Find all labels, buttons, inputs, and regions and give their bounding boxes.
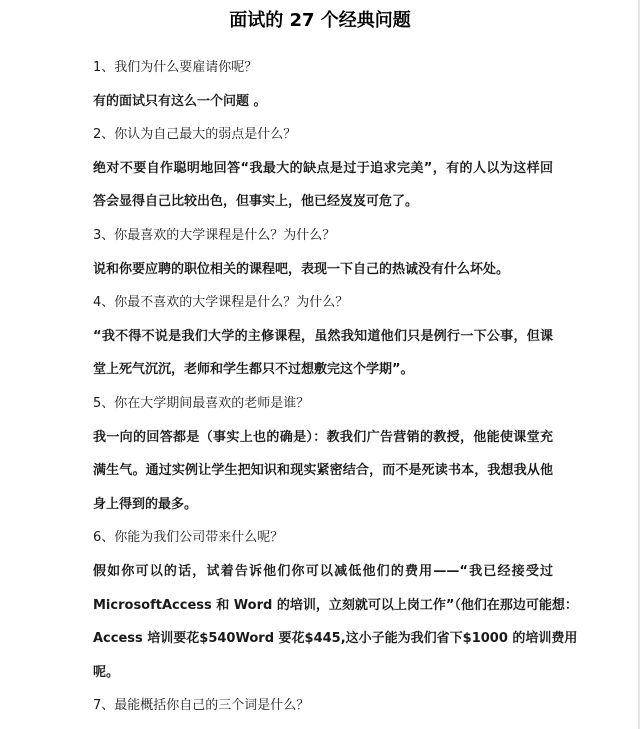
answer-6-line-3: Access 培训要花$540Word 要花$445,这小子能为我们省下$1000 的培训费用 <box>93 631 578 646</box>
question-3: 3、你最喜欢的大学课程是什么？为什么？ <box>93 228 336 243</box>
answer-6-line-4: 呢。 <box>93 665 120 680</box>
answer-3-line-1: 说和你要应聘的职位相关的课程吧，表现一下自己的热诚没有什么坏处。 <box>93 262 510 277</box>
question-6: 6、你能为我们公司带来什么呢？ <box>93 530 284 545</box>
answer-5-line-3: 身上得到的最多。 <box>93 497 198 512</box>
answer-5-line-2: 满生气。通过实例让学生把知识和现实紧密结合，而不是死读书本，我想我从他 <box>93 463 553 478</box>
question-1: 1、我们为什么要雇请你呢？ <box>93 60 258 75</box>
question-2: 2、你认为自己最大的弱点是什么？ <box>93 127 297 142</box>
question-4: 4、你最不喜欢的大学课程是什么？为什么？ <box>93 295 349 310</box>
answer-2-line-2: 答会显得自己比较出色，但事实上，他已经岌岌可危了。 <box>93 194 419 209</box>
answer-4-line-1: “我不得不说是我们大学的主修课程，虽然我知道他们只是例行一下公事，但课 <box>93 329 553 344</box>
answer-1-line-1: 有的面试只有这么一个问题 。 <box>93 94 267 109</box>
answer-6-line-1: 假如你可以的话，试着告诉他们你可以减低他们的费用——“我已经接受过 <box>93 564 553 579</box>
answer-2-line-1: 绝对不要自作聪明地回答“我最大的缺点是过于追求完美”，有的人以为这样回 <box>93 161 553 176</box>
question-5: 5、你在大学期间最喜欢的老师是谁？ <box>93 396 310 411</box>
answer-4-line-2: 堂上死气沉沉，老师和学生都只不过想敷完这个学期”。 <box>93 362 414 377</box>
answer-5-line-1: 我一向的回答都是（事实上也的确是）：教我们广告营销的教授，他能使课堂充 <box>93 430 553 445</box>
answer-6-line-2: MicrosoftAccess 和 Word 的培训，立刻就可以上岗工作”（他们在那边可能想： <box>93 598 578 613</box>
question-7: 7、最能概括你自己的三个词是什么？ <box>93 698 310 713</box>
document-title: 面试的 27 个经典问题 <box>229 10 411 31</box>
